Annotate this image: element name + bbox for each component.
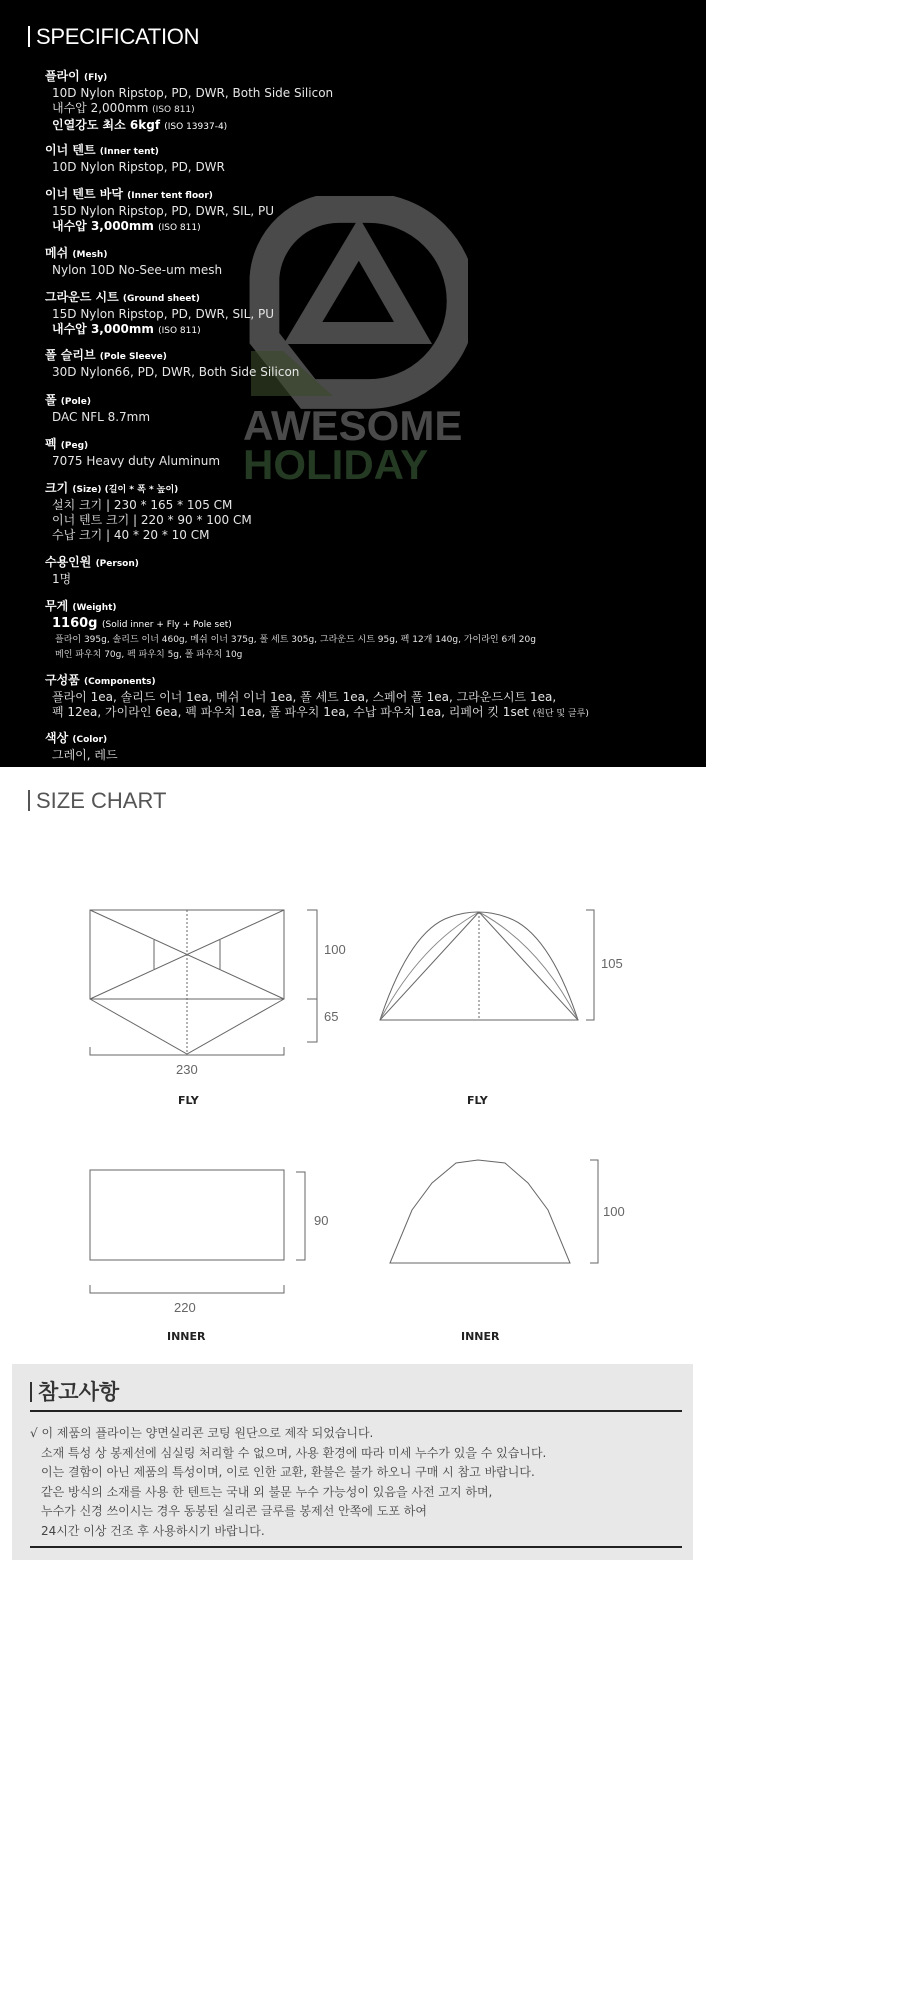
inner-top-label: INNER	[167, 1330, 206, 1343]
fly-side-height: 105	[601, 956, 623, 971]
fly-top-diagram	[90, 910, 317, 1055]
size-chart-title: SIZE CHART	[28, 788, 166, 814]
notes-line: √ 이 제품의 플라이는 양면실리콘 코팅 원단으로 제작 되었습니다.	[30, 1426, 374, 1440]
spec-inner: 이너 텐트 (Inner tent) 10D Nylon Ripstop, PD, DWR	[45, 143, 225, 174]
size-chart-drawings	[0, 830, 706, 1354]
logo-text-holiday: HOLIDAY	[243, 441, 429, 486]
spec-fly-title: 플라이 (Fly)	[45, 69, 108, 83]
notes-line: 소재 특성 상 봉제선에 심실링 처리할 수 없으며, 사용 환경에 따라 미세 누수가 있을 수 있습니다.	[41, 1445, 547, 1460]
spec-fly-tear: 인열강도 최소 6kgf (ISO 13937-4)	[52, 118, 228, 132]
fly-side-diagram	[380, 910, 594, 1020]
spec-components: 구성품 (Components) 플라이 1ea, 솔리드 이너 1ea, 메쉬 이너 1ea, 폴 세트 1ea, 스페어 폴 1ea, 그라운드시트 1ea, 펙 12ea, 가이라인 6ea, 펙 파우치 1ea, 폴 파우치 1ea, 수납 파우치 1ea, 리페어 킷 1set (원단 및 글루)	[45, 673, 589, 719]
title-bar	[28, 26, 30, 47]
notes-body	[30, 1424, 546, 1541]
fly-top-h1: 100	[324, 942, 346, 957]
logo-text-awesome: AWESOME	[243, 402, 463, 449]
notes-title: 참고사항	[30, 1376, 119, 1406]
fly-top-label: FLY	[178, 1094, 199, 1107]
spec-floor: 이너 텐트 바닥 (Inner tent floor) 15D Nylon Ripstop, PD, DWR, SIL, PU 내수압 3,000mm (ISO 811)	[45, 187, 274, 233]
fly-side-label: FLY	[467, 1094, 488, 1107]
spec-fly	[45, 69, 333, 135]
notes-line: 누수가 신경 쓰이시는 경우 동봉된 실리콘 글루를 봉제선 안쪽에 도포 하여	[41, 1504, 427, 1518]
fly-top-width: 230	[176, 1062, 198, 1077]
spec-ground: 그라운드 시트 (Ground sheet) 15D Nylon Ripstop, PD, DWR, SIL, PU 내수압 3,000mm (ISO 811)	[45, 290, 274, 336]
spec-size: 크기 (Size) (길이 * 폭 * 높이) 설치 크기 | 230 * 165 * 105 CM 이너 텐트 크기 | 220 * 90 * 100 CM 수납 크기 | 40 * 20 * 10 CM	[45, 481, 252, 542]
fly-top-h2: 65	[324, 1009, 339, 1024]
inner-side-height: 100	[603, 1204, 625, 1219]
inner-side-diagram	[390, 1160, 598, 1263]
spec-person: 수용인원 (Person) 1명	[45, 555, 139, 586]
inner-top-height: 90	[314, 1213, 329, 1228]
spec-color: 색상 (Color) 그레이, 레드	[45, 731, 118, 762]
notes-top-divider	[30, 1410, 682, 1412]
notes-bottom-divider	[30, 1546, 682, 1548]
inner-side-label: INNER	[461, 1330, 500, 1343]
spec-mesh: 메쉬 (Mesh) Nylon 10D No-See-um mesh	[45, 246, 223, 277]
spec-weight: 무게 (Weight) 1160g (Solid inner + Fly + Pole set) 플라이 395g, 솔리드 이너 460g, 메쉬 이너 375g, 폴 세트 305g, 그라운드 시트 95g, 펙 12개 140g, 가이라인 6개 20g 메인 파우치 70g, 펙 파우치 5g, 폴 파우치 10g	[45, 599, 536, 660]
specification-section	[0, 0, 706, 767]
awesome-holiday-logo	[243, 196, 468, 486]
spec-fly-waterproof: 내수압 2,000mm (ISO 811)	[52, 101, 195, 115]
spec-pole: 폴 (Pole) DAC NFL 8.7mm	[45, 393, 151, 424]
notes-line: 이는 결함이 아닌 제품의 특성이며, 이로 인한 교환, 환불은 불가 하오니 구매 시 참고 바랍니다.	[41, 1465, 535, 1479]
notes-line: 24시간 이상 건조 후 사용하시기 바랍니다.	[41, 1523, 265, 1538]
spec-peg: 펙 (Peg) 7075 Heavy duty Aluminum	[45, 437, 221, 468]
spec-fly-material: 10D Nylon Ripstop, PD, DWR, Both Side Silicon	[52, 86, 334, 100]
spec-sleeve: 폴 슬리브 (Pole Sleeve) 30D Nylon66, PD, DWR, Both Side Silicon	[45, 348, 300, 379]
inner-top-width: 220	[174, 1300, 196, 1315]
inner-top-diagram	[90, 1170, 305, 1293]
notes-section	[12, 1364, 693, 1560]
specification-title: SPECIFICATION	[28, 24, 199, 50]
notes-line: 같은 방식의 소재를 사용 한 텐트는 국내 외 불문 누수 가능성이 있음을 사전 고지 하며,	[41, 1484, 493, 1499]
